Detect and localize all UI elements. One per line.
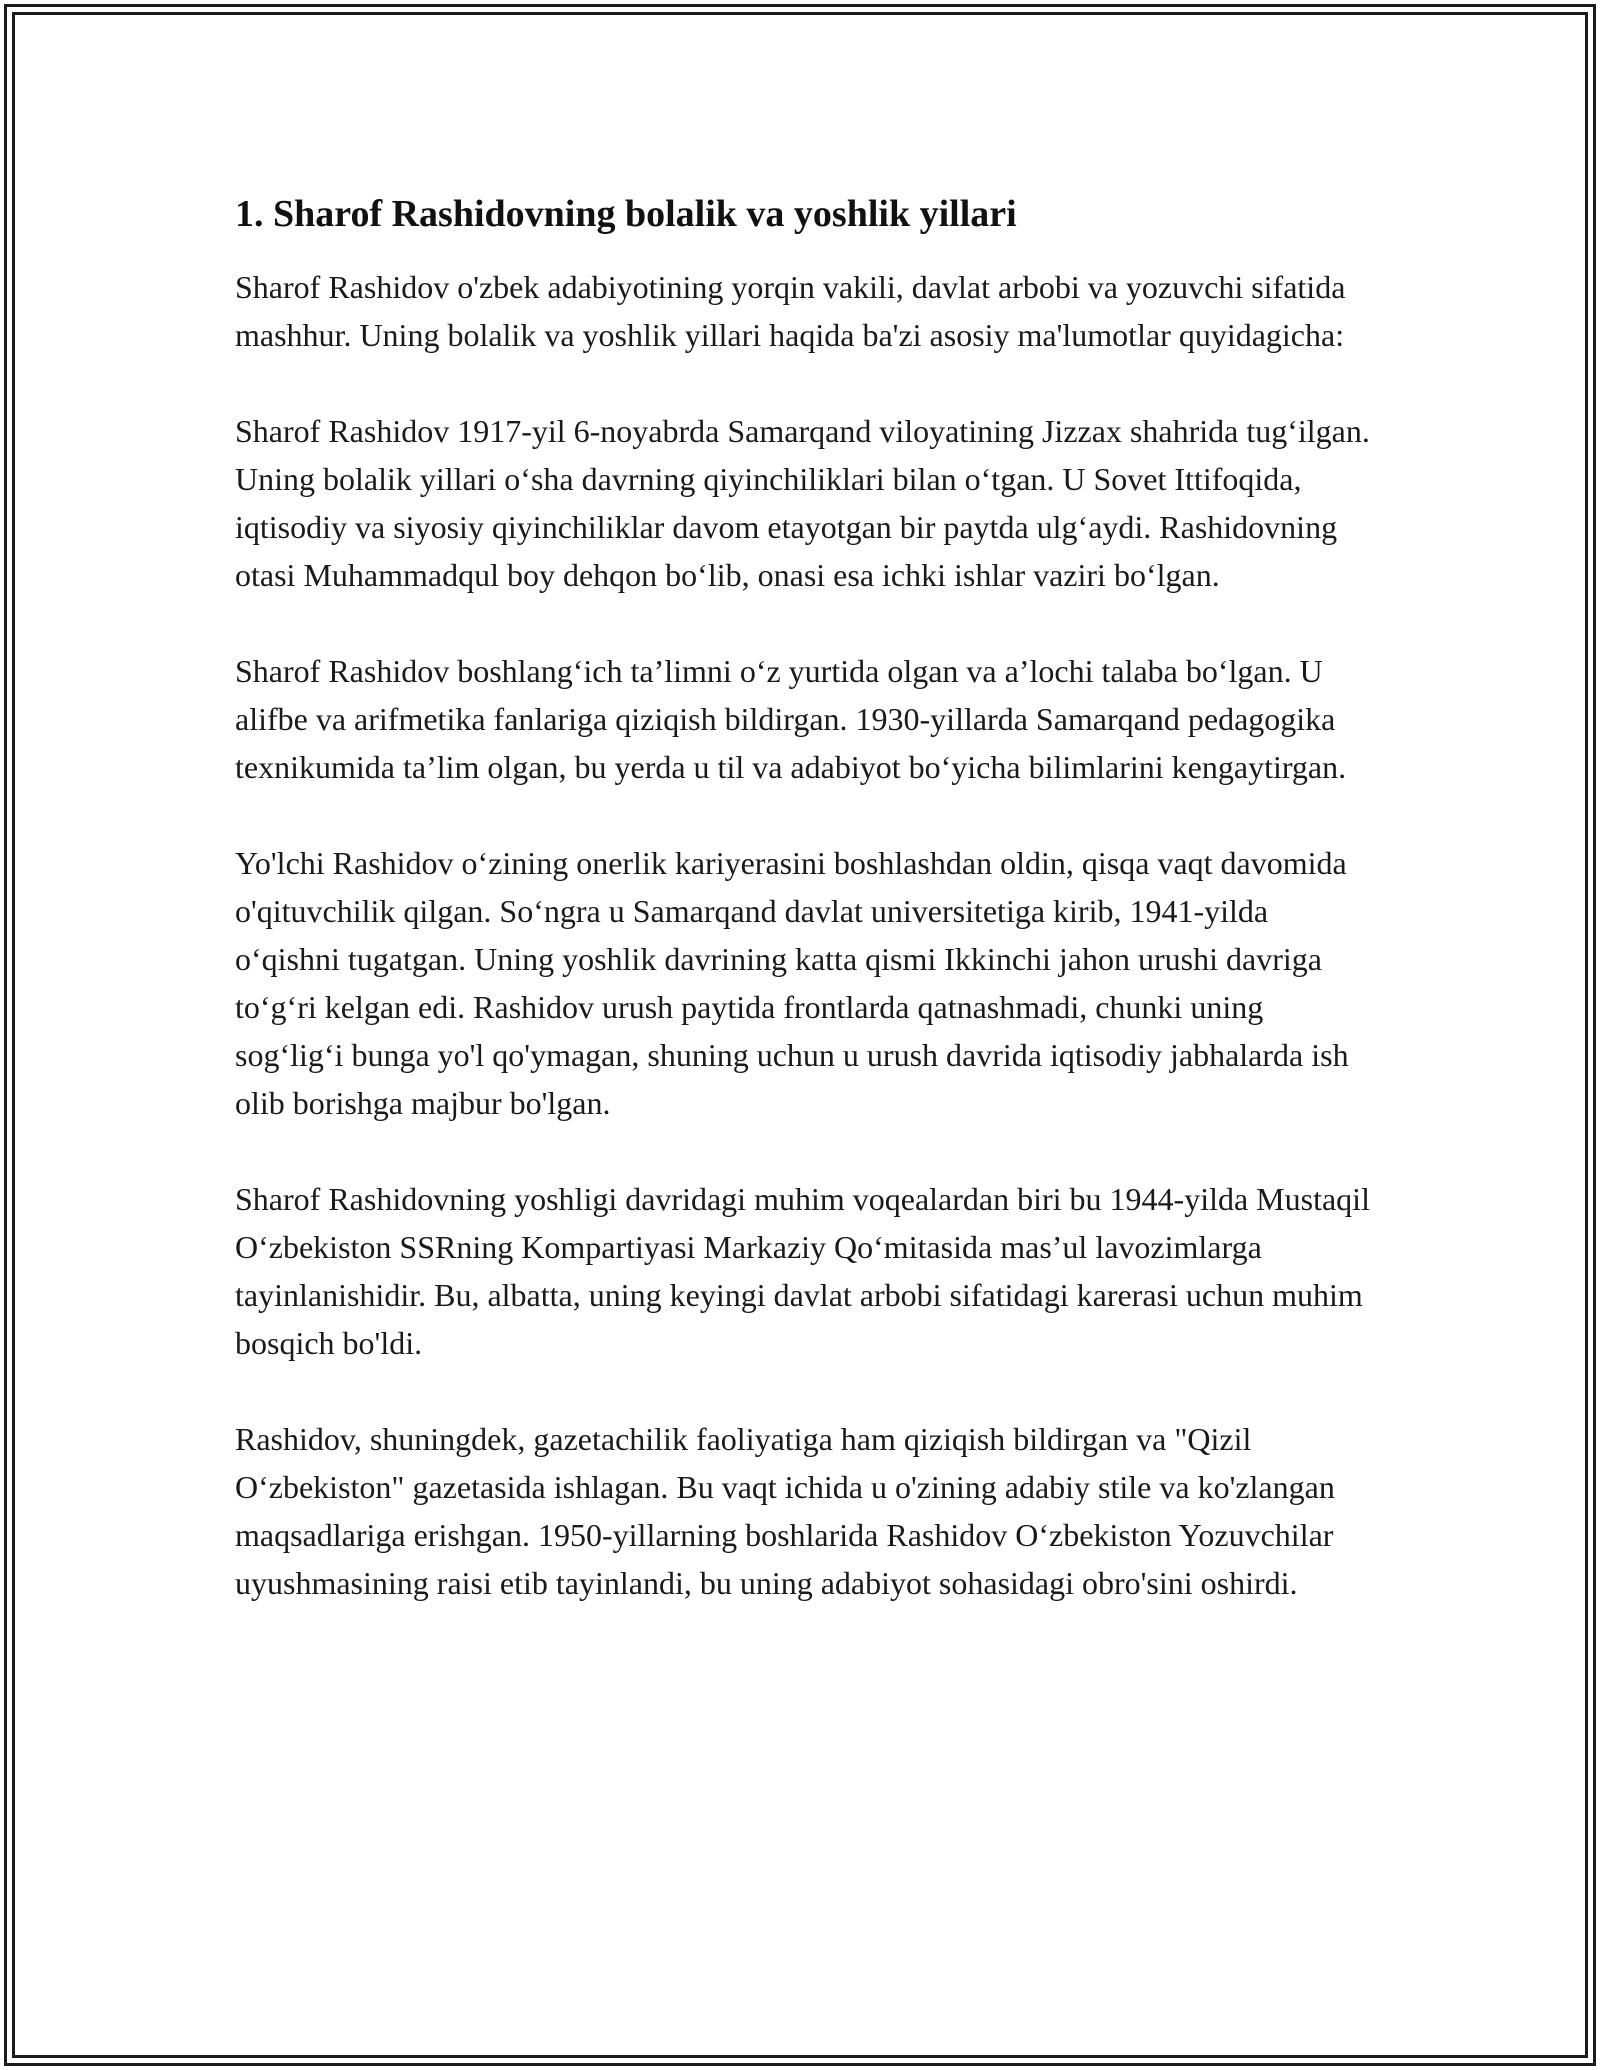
paragraph-intro: Sharof Rashidov o'zbek adabiyotining yorqin vakili, davlat arbobi va yozuvchi sifatida mashhur. Uning bolalik va yoshlik yillari haqida ba'zi asosiy ma'lumotlar quyidagicha:: [235, 269, 1346, 353]
document-body: [235, 185, 1370, 1655]
section-heading: 1. Sharof Rashidovning bolalik va yoshlik yillari: [235, 193, 1017, 235]
paragraph-birth: Sharof Rashidov 1917-yil 6-noyabrda Samarqand viloyatining Jizzax shahrida tug‘ilgan. Uning bolalik yillari o‘sha davrning qiyinchiliklari bilan o‘tgan. U Sovet Ittifoqida, iqtisodiy va siyosiy qiyinchiliklar davom etayotgan bir paytda ulg‘aydi. Rashidovning otasi Muhammadqul boy dehqon bo‘lib, onasi esa ichki ishlar vaziri bo‘lgan.: [235, 413, 1370, 593]
paragraph-university: Yo'lchi Rashidov o‘zining onerlik kariyerasini boshlashdan oldin, qisqa vaqt davomida o'qituvchilik qilgan. So‘ngra u Samarqand davlat universitetiga kirib, 1941-yilda o‘qishni tugatgan. Uning yoshlik davrining katta qismi Ikkinchi jahon urushi davriga to‘g‘ri kelgan edi. Rashidov urush paytida frontlarda qatnashmadi, chunki uning sog‘lig‘i bunga yo'l qo'ymagan, shuning uchun u urush davrida iqtisodiy jabhalarda ish olib borishga majbur bo'lgan.: [235, 845, 1349, 1121]
paragraph-journalism: Rashidov, shuningdek, gazetachilik faoliyatiga ham qiziqish bildirgan va "Qizil O‘zbekiston" gazetasida ishlagan. Bu vaqt ichida u o'zining adabiy stile va ko'zlangan maqsadlariga erishgan. 1950-yillarning boshlarida Rashidov O‘zbekiston Yozuvchilar uyushmasining raisi etib tayinlandi, bu uning adabiyot sohasidagi obro'sini oshirdi.: [235, 1421, 1335, 1601]
paragraph-1944: Sharof Rashidovning yoshligi davridagi muhim voqealardan biri bu 1944-yilda Mustaqil O‘zbekiston SSRning Kompartiyasi Markaziy Qo‘mitasida mas’ul lavozimlarga tayinlanishidir. Bu, albatta, uning keyingi davlat arbobi sifatidagi karerasi uchun muhim bosqich bo'ldi.: [235, 1181, 1370, 1361]
paragraph-education: Sharof Rashidov boshlang‘ich ta’limni o‘z yurtida olgan va a’lochi talaba bo‘lgan. U alifbe va arifmetika fanlariga qiziqish bildirgan. 1930-yillarda Samarqand pedagogika texnikumida ta’lim olgan, bu yerda u til va adabiyot bo‘yicha bilimlarini kengaytirgan.: [235, 653, 1347, 785]
